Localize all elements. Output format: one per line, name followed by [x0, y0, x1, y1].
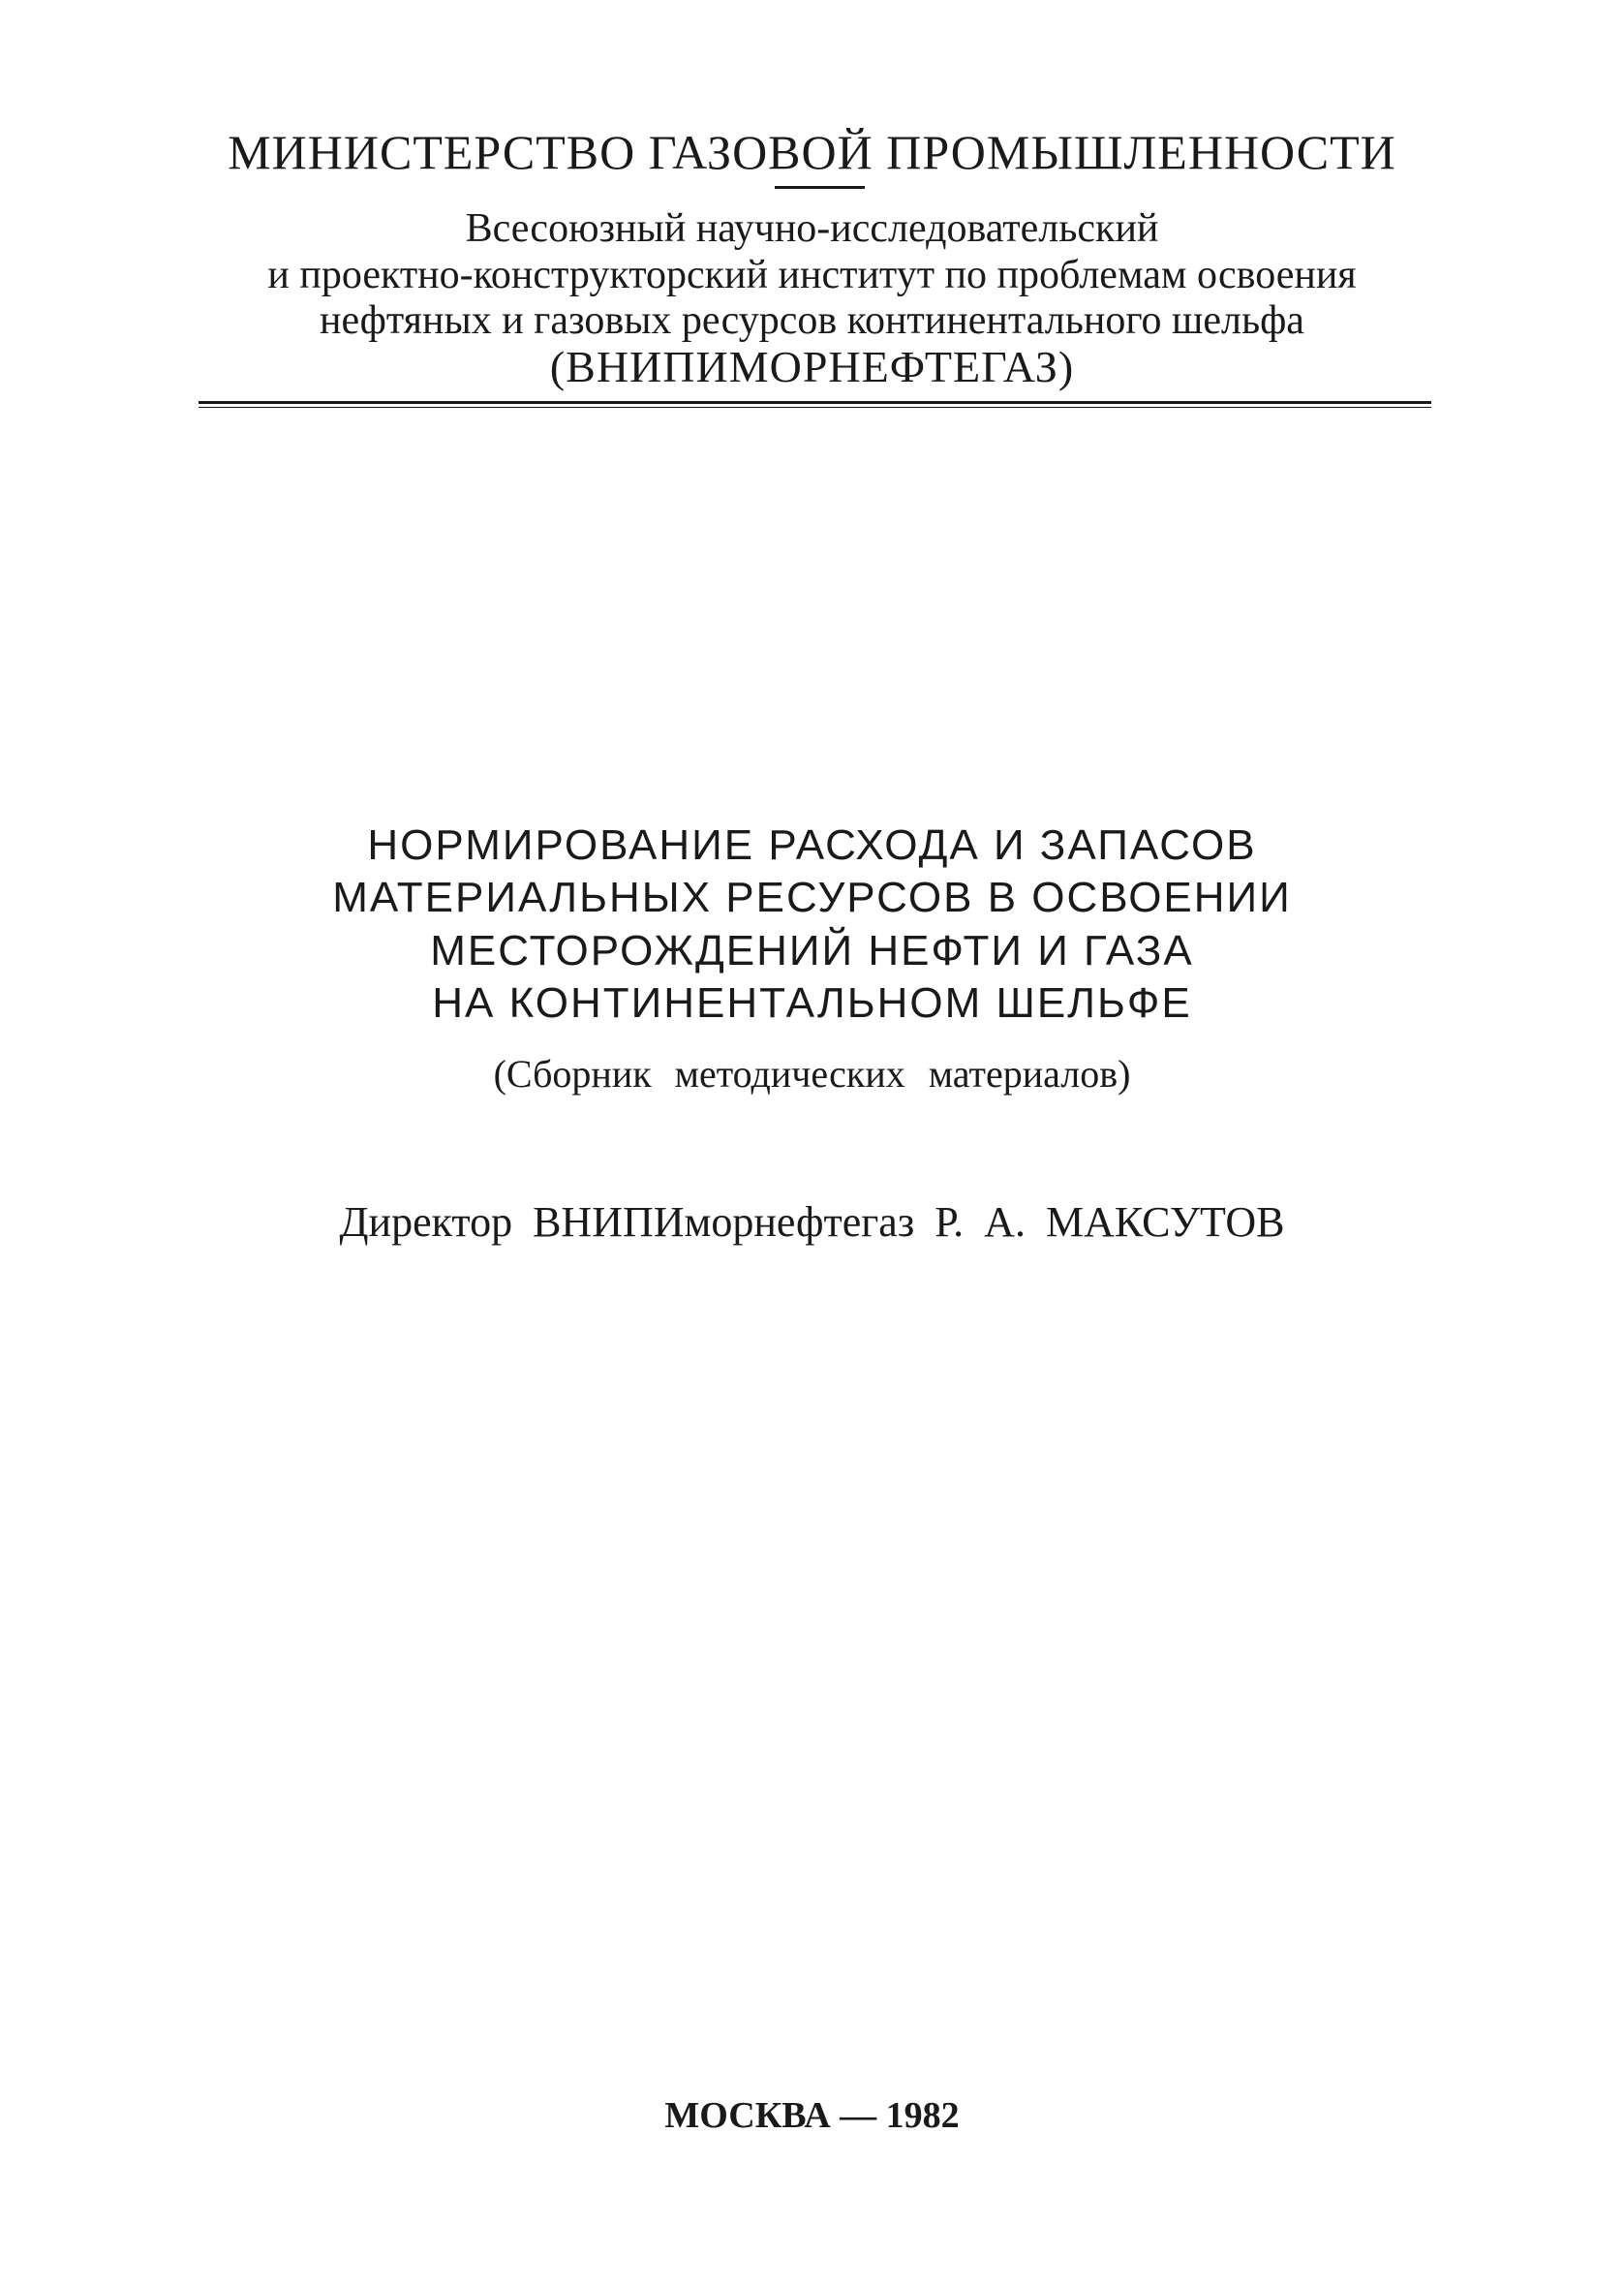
- title-line-3: МЕСТОРОЖДЕНИЙ НЕФТИ И ГАЗА: [430, 927, 1194, 974]
- institute-line-1: Всесоюзный научно-исследовательский: [465, 206, 1159, 251]
- title-line-4: НА КОНТИНЕНТАЛЬНОМ ШЕЛЬФЕ: [432, 979, 1192, 1027]
- ministry-heading: МИНИСТЕРСТВО ГАЗОВОЙ ПРОМЫШЛЕННОСТИ: [228, 125, 1396, 179]
- institute-abbreviation: (ВНИПИМОРНЕФТЕГАЗ): [549, 342, 1075, 391]
- header-divider-rule: [199, 401, 1431, 404]
- header-divider-rule-thin: [199, 407, 1431, 408]
- title-line-1: НОРМИРОВАНИЕ РАСХОДА И ЗАПАСОВ: [367, 821, 1257, 869]
- director-line: Директор ВНИПИморнефтегаз Р. А. МАКСУТОВ: [339, 1198, 1285, 1246]
- title-line-2: МАТЕРИАЛЬНЫХ РЕСУРСОВ В ОСВОЕНИИ: [332, 874, 1292, 921]
- institute-line-3: нефтяных и газовых ресурсов континентального шельфа: [320, 298, 1304, 343]
- ministry-short-rule: [775, 186, 865, 189]
- institute-line-2: и проектно-конструкторский институт по проблемам освоения: [267, 253, 1357, 297]
- subtitle: (Сборник методических материалов): [493, 1052, 1131, 1096]
- imprint-place-year: МОСКВА — 1982: [664, 2095, 960, 2136]
